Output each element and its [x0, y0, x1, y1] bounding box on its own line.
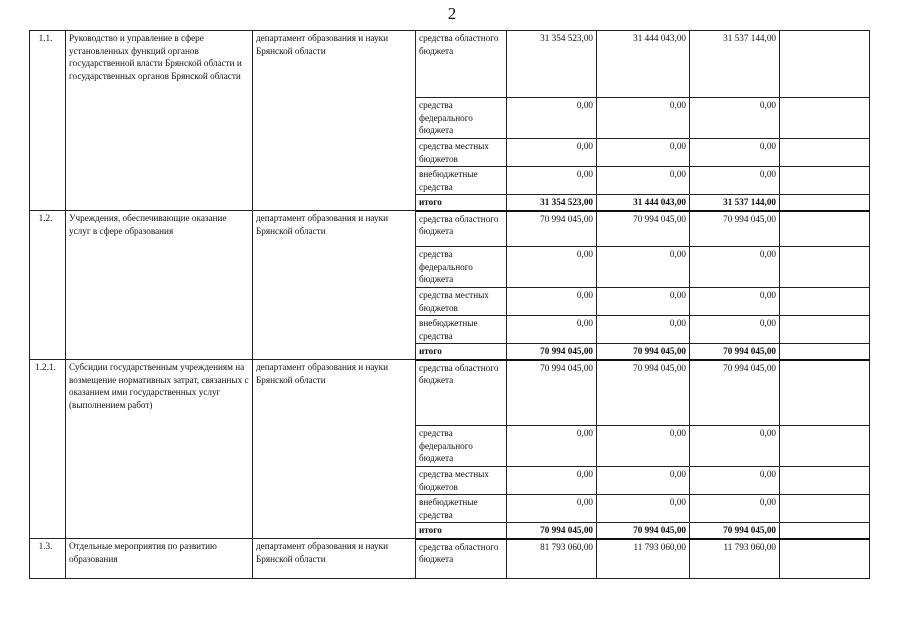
empty-cell	[780, 31, 870, 98]
empty-cell	[780, 467, 870, 495]
value-year-1: 70 994 045,00	[507, 523, 597, 539]
funding-source: средства областного бюджета	[416, 211, 507, 247]
section-executor: департамент образования и науки Брянской области	[253, 539, 416, 579]
value-year-1: 0,00	[507, 139, 597, 167]
empty-cell	[780, 98, 870, 139]
empty-cell	[780, 139, 870, 167]
value-year-2: 70 994 045,00	[597, 344, 690, 360]
empty-cell	[780, 247, 870, 288]
value-year-3: 11 793 060,00	[690, 539, 780, 579]
value-year-3: 0,00	[690, 316, 780, 344]
empty-cell	[780, 316, 870, 344]
section-name: Субсидии государственным учреждениям на возмещение нормативных затрат, связанных с оказанием ими государственных услуг (выполнением работ)	[66, 360, 253, 539]
value-year-1: 0,00	[507, 167, 597, 195]
value-year-3: 0,00	[690, 167, 780, 195]
value-year-3: 0,00	[690, 288, 780, 316]
value-year-2: 31 444 043,00	[597, 31, 690, 98]
value-year-2: 70 994 045,00	[597, 211, 690, 247]
value-year-2: 70 994 045,00	[597, 360, 690, 426]
value-year-1: 0,00	[507, 288, 597, 316]
section-name: Руководство и управление в сфере установленных функций органов государственной власти Брянской области и государственных органов Брянской области	[66, 31, 253, 211]
value-year-3: 0,00	[690, 98, 780, 139]
value-year-1: 70 994 045,00	[507, 344, 597, 360]
table-row	[30, 211, 870, 247]
section-index: 1.2.	[30, 211, 66, 360]
value-year-3: 0,00	[690, 467, 780, 495]
empty-cell	[780, 167, 870, 195]
value-year-3: 70 994 045,00	[690, 211, 780, 247]
value-year-1: 0,00	[507, 495, 597, 523]
value-year-2: 0,00	[597, 316, 690, 344]
value-year-2: 31 444 043,00	[597, 195, 690, 211]
value-year-3: 0,00	[690, 495, 780, 523]
funding-source: внебюджетные средства	[416, 316, 507, 344]
value-year-1: 70 994 045,00	[507, 360, 597, 426]
funding-source: внебюджетные средства	[416, 167, 507, 195]
section-executor: департамент образования и науки Брянской области	[253, 31, 416, 211]
empty-cell	[780, 195, 870, 211]
funding-source: внебюджетные средства	[416, 495, 507, 523]
value-year-2: 70 994 045,00	[597, 523, 690, 539]
value-year-2: 0,00	[597, 288, 690, 316]
section-executor: департамент образования и науки Брянской области	[253, 360, 416, 539]
value-year-2: 0,00	[597, 426, 690, 467]
value-year-3: 0,00	[690, 247, 780, 288]
funding-source: средства федерального бюджета	[416, 247, 507, 288]
value-year-1: 0,00	[507, 316, 597, 344]
funding-source: средства местных бюджетов	[416, 467, 507, 495]
funding-source: средства федерального бюджета	[416, 98, 507, 139]
value-year-3: 31 537 144,00	[690, 195, 780, 211]
section-index: 1.1.	[30, 31, 66, 211]
funding-source: итого	[416, 195, 507, 211]
funding-source: средства федерального бюджета	[416, 426, 507, 467]
value-year-2: 0,00	[597, 167, 690, 195]
value-year-3: 70 994 045,00	[690, 344, 780, 360]
funding-source: итого	[416, 344, 507, 360]
value-year-3: 0,00	[690, 139, 780, 167]
funding-source: средства местных бюджетов	[416, 139, 507, 167]
value-year-1: 31 354 523,00	[507, 31, 597, 98]
section-name: Отдельные мероприятия по развитию образования	[66, 539, 253, 579]
value-year-1: 0,00	[507, 247, 597, 288]
funding-source: средства областного бюджета	[416, 31, 507, 98]
value-year-3: 70 994 045,00	[690, 360, 780, 426]
page-number: 2	[447, 4, 458, 23]
value-year-2: 0,00	[597, 467, 690, 495]
section-executor: департамент образования и науки Брянской области	[253, 211, 416, 360]
empty-cell	[780, 288, 870, 316]
funding-source: средства областного бюджета	[416, 360, 507, 426]
funding-source: итого	[416, 523, 507, 539]
empty-cell	[780, 360, 870, 426]
table-row	[30, 360, 870, 426]
value-year-2: 11 793 060,00	[597, 539, 690, 579]
empty-cell	[780, 539, 870, 579]
section-index: 1.3.	[30, 539, 66, 579]
value-year-1: 31 354 523,00	[507, 195, 597, 211]
value-year-2: 0,00	[597, 98, 690, 139]
funding-source: средства областного бюджета	[416, 539, 507, 579]
empty-cell	[780, 495, 870, 523]
value-year-3: 0,00	[690, 426, 780, 467]
value-year-2: 0,00	[597, 139, 690, 167]
value-year-1: 0,00	[507, 426, 597, 467]
value-year-2: 0,00	[597, 495, 690, 523]
table-row	[30, 539, 870, 579]
budget-table	[29, 30, 870, 579]
value-year-1: 0,00	[507, 467, 597, 495]
section-name: Учреждения, обеспечивающие оказание услуг в сфере образования	[66, 211, 253, 360]
value-year-1: 81 793 060,00	[507, 539, 597, 579]
empty-cell	[780, 523, 870, 539]
value-year-3: 31 537 144,00	[690, 31, 780, 98]
table-row	[30, 31, 870, 98]
empty-cell	[780, 426, 870, 467]
funding-source: средства местных бюджетов	[416, 288, 507, 316]
empty-cell	[780, 344, 870, 360]
empty-cell	[780, 211, 870, 247]
value-year-1: 0,00	[507, 98, 597, 139]
value-year-1: 70 994 045,00	[507, 211, 597, 247]
value-year-2: 0,00	[597, 247, 690, 288]
value-year-3: 70 994 045,00	[690, 523, 780, 539]
section-index: 1.2.1.	[30, 360, 66, 539]
